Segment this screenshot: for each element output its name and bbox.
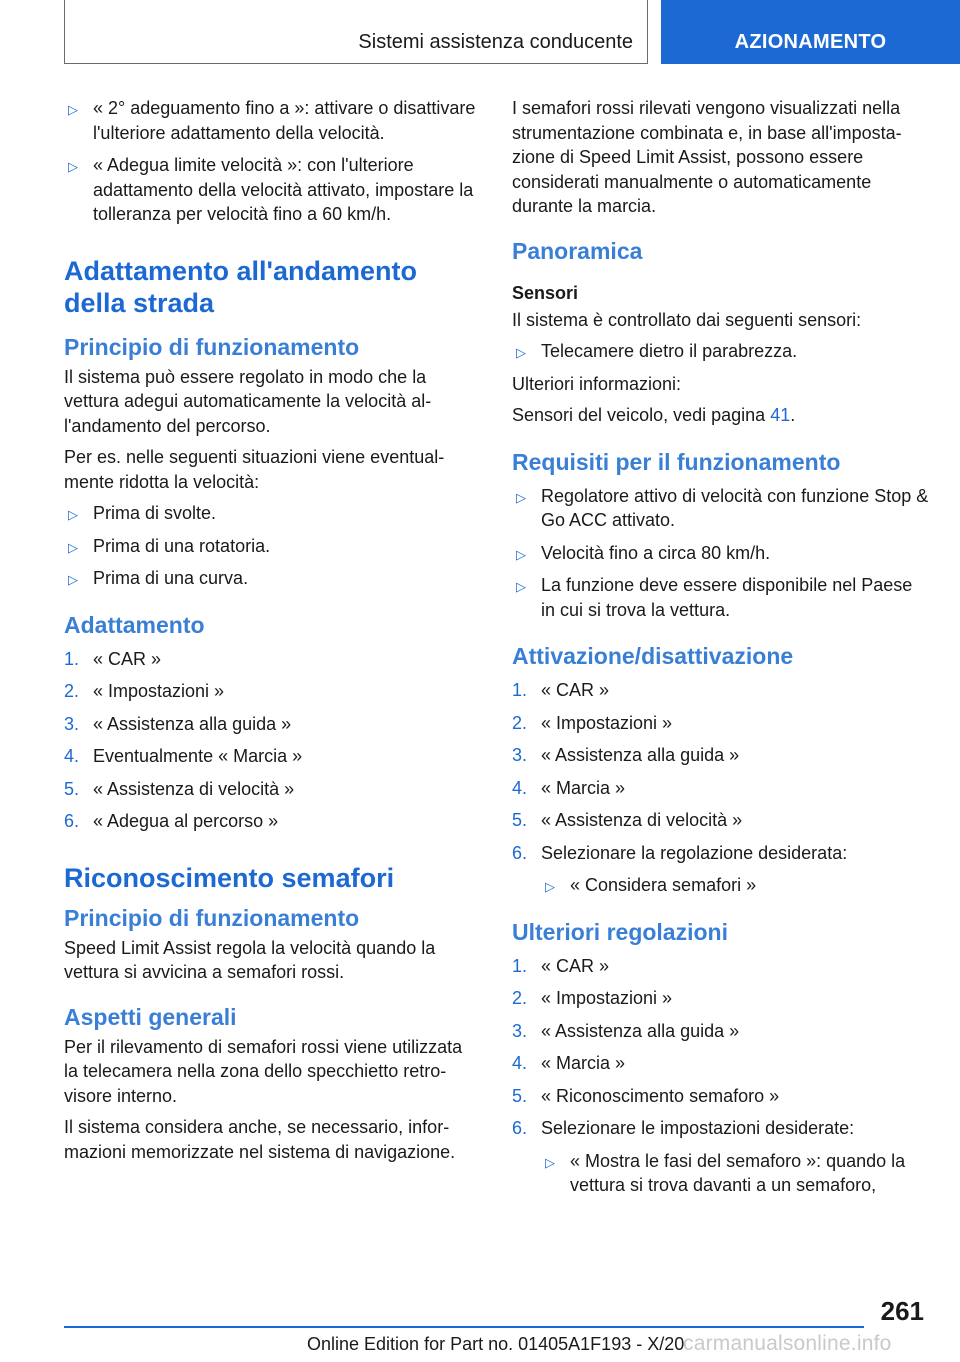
paragraph: Il sistema può essere regolato in modo che la vettura adegui automaticamente la velocità all'andamento del percorso. [64,366,432,436]
page-header [0,0,960,66]
left-column [64,96,480,1171]
list-item: 1. « CAR » [512,955,610,976]
section-tab [64,0,648,64]
heading-principio: Principio di funzionamento [64,333,360,360]
paragraph: Ulteriori informazioni: [512,373,682,394]
bullet-triangle-icon: ▷ [68,102,78,117]
right-column [512,96,930,1206]
list-item: 6. « Adegua al percorso » [64,811,279,831]
watermark: carmanualsonline.info [683,1332,892,1355]
paragraph: Il sistema è controllato dai seguenti sensori: [512,309,862,330]
chapter-tab [661,0,960,64]
list-item: 4. Eventualmente « Marcia » [64,746,303,766]
bullet-triangle-icon: ▷ [68,507,78,522]
paragraph: Per es. nelle seguenti situazioni viene eventualmente ridotta la velocità: [64,447,445,492]
subheading-sensori: Sensori [512,282,579,303]
list-item: 3. « Assistenza alla guida » [512,745,740,765]
paragraph: I semafori rossi rilevati vengono visualizzati nella strumentazione combinata e, in base all'impostazione di Speed Limit Assist, possono essere considerati manualmente o automaticamente durante la marcia. [512,98,902,216]
heading-ulteriori-regolazioni: Ulteriori regolazioni [512,918,728,945]
list-item: ▷ Prima di svolte. [64,501,480,526]
list-item: 1. « CAR » [64,648,162,669]
bullet-triangle-icon: ▷ [516,345,526,360]
page-number: 261 [880,1296,924,1326]
list-item: ▷ Prima di una curva. [64,566,480,591]
bullet-triangle-icon: ▷ [68,539,78,555]
heading-aspetti-generali: Aspetti generali [64,1003,237,1030]
list-item: ▷ Velocità fino a circa 80 km/h. [512,541,930,566]
paragraph: Il sistema considera anche, se necessario, informazioni memorizzate nel sistema di navigazione. [64,1117,456,1162]
paragraph: Speed Limit Assist regola la velocità quando la vettura si avvicina a semafori rossi. [64,937,436,982]
list-item: 2. « Impostazioni » [512,712,673,733]
list-item: 5. « Assistenza di velocità » [512,810,743,830]
list-item: 6. Selezionare la regolazione desiderata: [512,842,848,863]
paragraph: Sensori del veicolo, vedi pagina 41. [512,405,796,425]
heading-adattamento: Adattamento [64,611,205,638]
list-item: 5. « Assistenza di velocità » [64,778,295,799]
list-item: ▷ « Mostra le fasi del semaforo »: quando la vettura si trova davanti a un semaforo, [545,1150,906,1195]
bullet-triangle-icon: ▷ [68,159,78,174]
list-item: ▷ « 2° adeguamento fino a »: attivare o disattivare l'ulteriore adattamento della velocità. [68,98,476,143]
list-item: ▷ « Considera semafori » [541,873,930,898]
page-link[interactable]: 41 [770,405,791,425]
list-item: 3. « Assistenza alla guida » [64,713,292,734]
list-item: ▷ Telecamere dietro il parabrezza. [512,339,930,364]
bullet-triangle-icon: ▷ [68,572,78,587]
heading-requisiti: Requisiti per il funzionamento [512,448,841,475]
heading-riconoscimento-semafori: Riconoscimento semafori [64,862,395,893]
list-item: 5. « Riconoscimento semaforo » [512,1085,780,1106]
heading-principio: Principio di funzionamento [64,904,360,931]
chapter-title: AZIONAMENTO [734,31,887,53]
list-item: 4. « Marcia » [512,1053,626,1073]
list-item: 2. « Impostazioni » [512,988,673,1008]
list-item: ▷ « Adegua limite velocità »: con l'ulteriore adattamento della velocità attivato, impostare la tolleranza per velocità fino a 60 km/h. [68,155,474,224]
bullet-triangle-icon: ▷ [516,489,526,505]
section-title: Sistemi assistenza conducente [358,31,633,53]
list-item: 4. « Marcia » [512,777,626,798]
list-item: ▷ Prima di una rotatoria. [64,534,480,559]
bullet-triangle-icon: ▷ [516,579,526,594]
list-item: 6. Selezionare le impostazioni desiderate: [512,1118,855,1138]
paragraph: Per il rilevamento di semafori rossi viene utilizzata la telecamera nella zona dello specchietto retrovisore interno. [64,1036,463,1106]
heading-panoramica: Panoramica [512,237,643,264]
list-item: 3. « Assistenza alla guida » [512,1020,740,1041]
list-item: ▷ Regolatore attivo di velocità con funzione Stop & Go ACC attivato. [516,485,929,530]
heading-adattamento-strada: Adattamento all'andamento della strada [64,255,417,318]
list-item: ▷ La funzione deve essere disponibile nel Paese in cui si trova la vettura. [516,575,913,620]
heading-attivazione: Attivazione/disattivazione [512,643,794,669]
edition-note: Online Edition for Part no. 01405A1F193 - X/20 [307,1334,685,1354]
bullet-triangle-icon: ▷ [545,1154,555,1170]
bullet-triangle-icon: ▷ [516,546,526,562]
list-item: 1. « CAR » [512,680,610,700]
footer-divider [64,1326,864,1328]
bullet-triangle-icon: ▷ [545,879,555,894]
list-item: 2. « Impostazioni » [64,681,225,701]
